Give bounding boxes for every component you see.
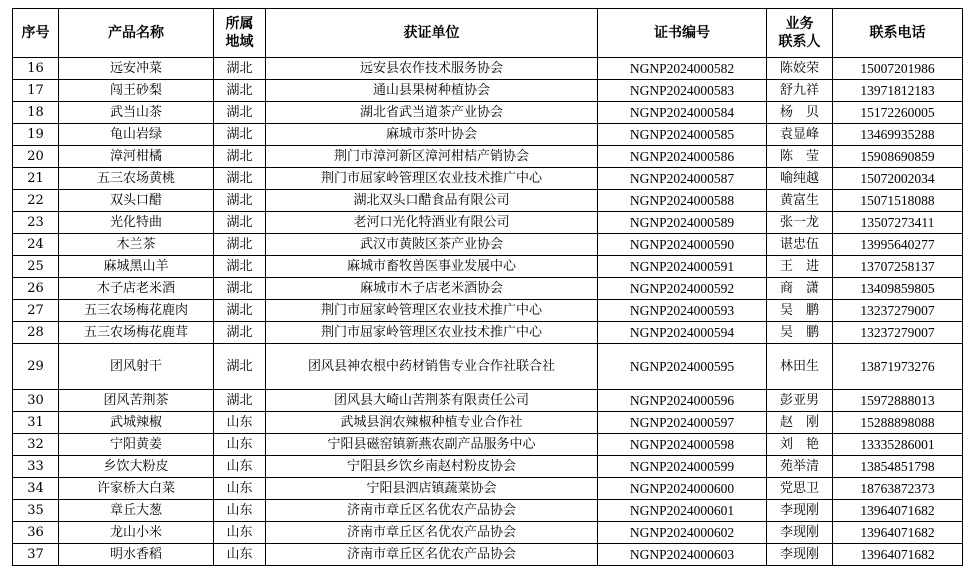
cell-cert: NGNP2024000600 — [598, 478, 767, 500]
cell-region: 湖北 — [214, 168, 266, 190]
cell-phone: 13707258137 — [833, 256, 963, 278]
cell-product: 闯王砂梨 — [59, 80, 214, 102]
table-row — [13, 300, 963, 322]
cell-unit: 湖北双头口醋食品有限公司 — [266, 190, 598, 212]
cell-unit: 宁阳县乡饮乡南赵村粉皮协会 — [266, 456, 598, 478]
cell-product: 木兰茶 — [59, 234, 214, 256]
cell-phone: 13971812183 — [833, 80, 963, 102]
cell-product: 远安冲菜 — [59, 58, 214, 80]
table-row — [13, 434, 963, 456]
cell-unit: 通山县果树种植协会 — [266, 80, 598, 102]
header-cert: 证书编号 — [598, 9, 767, 58]
cell-region: 湖北 — [214, 300, 266, 322]
header-contact-line2: 联系人 — [778, 34, 821, 50]
cell-contact: 刘 艳 — [767, 434, 833, 456]
cell-unit: 团风县大崎山苦荆茶有限责任公司 — [266, 390, 598, 412]
cell-phone: 15072002034 — [833, 168, 963, 190]
cell-unit: 麻城市畜牧兽医事业发展中心 — [266, 256, 598, 278]
cell-unit: 荆门市漳河新区漳河柑桔产销协会 — [266, 146, 598, 168]
cell-contact: 吴 鹏 — [767, 322, 833, 344]
table-row — [13, 234, 963, 256]
cell-phone: 15908690859 — [833, 146, 963, 168]
table-row — [13, 322, 963, 344]
header-unit: 获证单位 — [266, 9, 598, 58]
table-row — [13, 256, 963, 278]
cell-product: 五三农场梅花鹿茸 — [59, 322, 214, 344]
cell-no: 27 — [13, 300, 59, 322]
cell-unit: 济南市章丘区名优农产品协会 — [266, 544, 598, 566]
cell-region: 湖北 — [214, 146, 266, 168]
cell-cert: NGNP2024000598 — [598, 434, 767, 456]
cell-product: 龙山小米 — [59, 522, 214, 544]
cell-phone: 15288898088 — [833, 412, 963, 434]
cell-unit: 宁阳县磁窑镇新燕农副产品服务中心 — [266, 434, 598, 456]
cell-product: 龟山岩绿 — [59, 124, 214, 146]
cell-region: 湖北 — [214, 390, 266, 412]
cell-product: 乡饮大粉皮 — [59, 456, 214, 478]
cell-phone: 18763872373 — [833, 478, 963, 500]
cell-cert: NGNP2024000587 — [598, 168, 767, 190]
table-row — [13, 190, 963, 212]
cell-no: 17 — [13, 80, 59, 102]
cell-phone: 13964071682 — [833, 500, 963, 522]
header-no: 序号 — [13, 9, 59, 58]
cell-contact: 张一龙 — [767, 212, 833, 234]
cell-unit: 麻城市茶叶协会 — [266, 124, 598, 146]
cell-unit: 荆门市屈家岭管理区农业技术推广中心 — [266, 322, 598, 344]
cell-cert: NGNP2024000595 — [598, 344, 767, 390]
cell-no: 18 — [13, 102, 59, 124]
table-row — [13, 124, 963, 146]
cell-product: 明水香稻 — [59, 544, 214, 566]
cell-phone: 13964071682 — [833, 544, 963, 566]
cell-phone: 13854851798 — [833, 456, 963, 478]
cell-phone: 15972888013 — [833, 390, 963, 412]
cell-region: 山东 — [214, 434, 266, 456]
cell-cert: NGNP2024000588 — [598, 190, 767, 212]
table-row — [13, 390, 963, 412]
cell-contact: 陈姣荣 — [767, 58, 833, 80]
cell-region: 山东 — [214, 544, 266, 566]
cell-cert: NGNP2024000594 — [598, 322, 767, 344]
cell-no: 36 — [13, 522, 59, 544]
cell-no: 37 — [13, 544, 59, 566]
cell-product: 章丘大葱 — [59, 500, 214, 522]
cell-cert: NGNP2024000589 — [598, 212, 767, 234]
table-row — [13, 344, 963, 390]
cell-no: 23 — [13, 212, 59, 234]
cell-no: 26 — [13, 278, 59, 300]
header-region — [214, 9, 266, 58]
cell-unit: 麻城市木子店老米酒协会 — [266, 278, 598, 300]
cell-cert: NGNP2024000603 — [598, 544, 767, 566]
cell-product: 宁阳黄姜 — [59, 434, 214, 456]
cell-phone: 15071518088 — [833, 190, 963, 212]
cell-no: 33 — [13, 456, 59, 478]
cell-unit: 荆门市屈家岭管理区农业技术推广中心 — [266, 300, 598, 322]
cell-region: 湖北 — [214, 256, 266, 278]
cell-no: 25 — [13, 256, 59, 278]
cell-product: 麻城黑山羊 — [59, 256, 214, 278]
cell-unit: 老河口光化特酒业有限公司 — [266, 212, 598, 234]
cell-phone: 13964071682 — [833, 522, 963, 544]
cell-no: 34 — [13, 478, 59, 500]
cell-phone: 13507273411 — [833, 212, 963, 234]
table-row — [13, 544, 963, 566]
cell-region: 山东 — [214, 522, 266, 544]
cell-no: 20 — [13, 146, 59, 168]
cell-cert: NGNP2024000593 — [598, 300, 767, 322]
cell-contact: 喻纯越 — [767, 168, 833, 190]
cell-no: 21 — [13, 168, 59, 190]
cell-contact: 杨 贝 — [767, 102, 833, 124]
cell-no: 16 — [13, 58, 59, 80]
cell-no: 30 — [13, 390, 59, 412]
certificate-table — [12, 8, 963, 566]
cell-no: 35 — [13, 500, 59, 522]
cell-region: 山东 — [214, 500, 266, 522]
cell-unit: 济南市章丘区名优农产品协会 — [266, 522, 598, 544]
cell-phone: 13335286001 — [833, 434, 963, 456]
cell-cert: NGNP2024000590 — [598, 234, 767, 256]
table-row — [13, 522, 963, 544]
cell-product: 团风射干 — [59, 344, 214, 390]
table-header-row — [13, 9, 963, 58]
table-row — [13, 168, 963, 190]
cell-product: 五三农场梅花鹿肉 — [59, 300, 214, 322]
cell-cert: NGNP2024000599 — [598, 456, 767, 478]
cell-phone: 15172260005 — [833, 102, 963, 124]
cell-region: 湖北 — [214, 190, 266, 212]
cell-cert: NGNP2024000602 — [598, 522, 767, 544]
cell-no: 32 — [13, 434, 59, 456]
table-row — [13, 58, 963, 80]
cell-product: 五三农场黄桃 — [59, 168, 214, 190]
table-row — [13, 278, 963, 300]
cell-cert: NGNP2024000591 — [598, 256, 767, 278]
cell-contact: 林田生 — [767, 344, 833, 390]
cell-phone: 13995640277 — [833, 234, 963, 256]
cell-cert: NGNP2024000584 — [598, 102, 767, 124]
cell-unit: 团风县神农根中药材销售专业合作社联合社 — [266, 344, 598, 390]
cell-contact: 李现刚 — [767, 544, 833, 566]
cell-product: 武城辣椒 — [59, 412, 214, 434]
cell-cert: NGNP2024000583 — [598, 80, 767, 102]
cell-contact: 王 进 — [767, 256, 833, 278]
header-contact — [767, 9, 833, 58]
header-region-line1: 所属 — [225, 16, 254, 32]
cell-contact: 彭亚男 — [767, 390, 833, 412]
cell-product: 光化特曲 — [59, 212, 214, 234]
cell-region: 山东 — [214, 478, 266, 500]
cell-unit: 荆门市屈家岭管理区农业技术推广中心 — [266, 168, 598, 190]
cell-product: 双头口醋 — [59, 190, 214, 212]
cell-contact: 陈 莹 — [767, 146, 833, 168]
cell-region: 湖北 — [214, 322, 266, 344]
cell-contact: 谌忠伍 — [767, 234, 833, 256]
header-contact-line1: 业务 — [785, 16, 814, 32]
cell-unit: 武城县润农辣椒种植专业合作社 — [266, 412, 598, 434]
cell-no: 19 — [13, 124, 59, 146]
cell-unit: 济南市章丘区名优农产品协会 — [266, 500, 598, 522]
cell-contact: 李现刚 — [767, 500, 833, 522]
cell-no: 28 — [13, 322, 59, 344]
cell-region: 湖北 — [214, 124, 266, 146]
table-row — [13, 456, 963, 478]
cell-region: 湖北 — [214, 344, 266, 390]
cell-phone: 15007201986 — [833, 58, 963, 80]
cell-unit: 远安县农作技术服务协会 — [266, 58, 598, 80]
cell-cert: NGNP2024000597 — [598, 412, 767, 434]
cell-cert: NGNP2024000596 — [598, 390, 767, 412]
cell-cert: NGNP2024000585 — [598, 124, 767, 146]
cell-phone: 13871973276 — [833, 344, 963, 390]
table-row — [13, 478, 963, 500]
cell-product: 武当山茶 — [59, 102, 214, 124]
cell-cert: NGNP2024000582 — [598, 58, 767, 80]
table-row — [13, 102, 963, 124]
cell-contact: 党思卫 — [767, 478, 833, 500]
cell-product: 漳河柑橘 — [59, 146, 214, 168]
cell-contact: 商 潇 — [767, 278, 833, 300]
cell-contact: 赵 刚 — [767, 412, 833, 434]
table-row — [13, 500, 963, 522]
certificate-list-document — [12, 8, 962, 566]
cell-contact: 黄富生 — [767, 190, 833, 212]
table-row — [13, 212, 963, 234]
cell-contact: 吴 鹏 — [767, 300, 833, 322]
table-body — [13, 58, 963, 566]
table-row — [13, 146, 963, 168]
cell-no: 29 — [13, 344, 59, 390]
cell-phone: 13237279007 — [833, 300, 963, 322]
cell-phone: 13409859805 — [833, 278, 963, 300]
cell-unit: 武汉市黄陂区茶产业协会 — [266, 234, 598, 256]
cell-region: 湖北 — [214, 234, 266, 256]
table-row — [13, 80, 963, 102]
cell-region: 山东 — [214, 412, 266, 434]
cell-region: 湖北 — [214, 212, 266, 234]
cell-product: 团风苦荆茶 — [59, 390, 214, 412]
cell-product: 木子店老米酒 — [59, 278, 214, 300]
cell-product: 许家桥大白菜 — [59, 478, 214, 500]
cell-contact: 袁显峰 — [767, 124, 833, 146]
cell-contact: 李现刚 — [767, 522, 833, 544]
header-product: 产品名称 — [59, 9, 214, 58]
cell-phone: 13237279007 — [833, 322, 963, 344]
header-region-line2: 地域 — [225, 34, 254, 50]
cell-unit: 湖北省武当道茶产业协会 — [266, 102, 598, 124]
cell-cert: NGNP2024000592 — [598, 278, 767, 300]
table-row — [13, 412, 963, 434]
cell-cert: NGNP2024000586 — [598, 146, 767, 168]
cell-no: 31 — [13, 412, 59, 434]
cell-region: 湖北 — [214, 278, 266, 300]
cell-no: 24 — [13, 234, 59, 256]
header-phone: 联系电话 — [833, 9, 963, 58]
cell-cert: NGNP2024000601 — [598, 500, 767, 522]
cell-phone: 13469935288 — [833, 124, 963, 146]
cell-region: 山东 — [214, 456, 266, 478]
cell-no: 22 — [13, 190, 59, 212]
cell-region: 湖北 — [214, 58, 266, 80]
cell-region: 湖北 — [214, 80, 266, 102]
cell-contact: 苑举清 — [767, 456, 833, 478]
cell-region: 湖北 — [214, 102, 266, 124]
cell-contact: 舒九祥 — [767, 80, 833, 102]
cell-unit: 宁阳县泗店镇蔬菜协会 — [266, 478, 598, 500]
